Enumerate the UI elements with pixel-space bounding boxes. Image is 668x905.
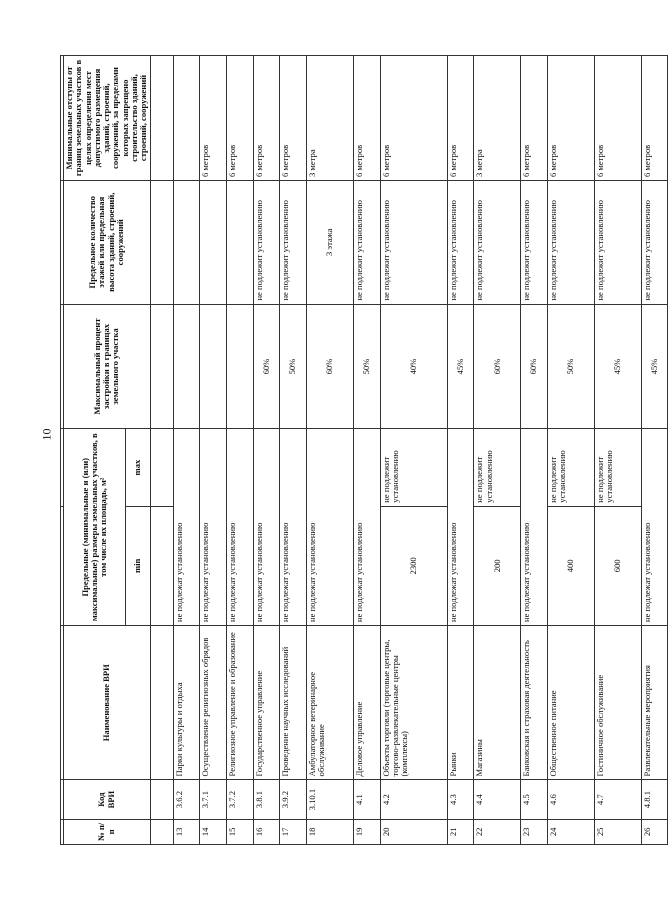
table-row: [594, 56, 641, 845]
row-floors: [173, 181, 200, 305]
row-code: 3.7.2: [226, 780, 253, 819]
row-setback: [173, 56, 200, 181]
row-size: не подлежат установлению: [173, 429, 200, 626]
row-code: 4.3: [447, 780, 474, 819]
row-percent: 50%: [280, 304, 307, 429]
header-max: max: [125, 429, 150, 506]
row-min: 2300: [380, 506, 447, 625]
header-setback: Минимальные отступы от границ земельных участков в целях определения мест допустимого размещения зданий, строений, сооружений, за пределами которых запрещено строительство зданий, строений, сооружений: [64, 56, 151, 181]
table-head: [61, 56, 151, 845]
row-size: не подлежат установлению: [353, 429, 380, 626]
row-code: 4.2: [380, 780, 447, 819]
row-percent: 45%: [594, 304, 641, 429]
row-setback: 6 метров: [380, 56, 447, 181]
row-name: Развлекательные мероприятия: [641, 626, 668, 780]
table-row: [173, 56, 200, 845]
row-floors: [200, 181, 227, 305]
row-num: 24: [547, 819, 594, 844]
row-floors: не подлежит установлению: [280, 181, 307, 305]
row-max: не подлежит установлению: [380, 429, 447, 506]
row-name: Проведение научных исследований: [280, 626, 307, 780]
table-row: [380, 56, 447, 845]
row-setback: 6 метров: [280, 56, 307, 181]
row-name: Объекты торговли (торговые центры, торгово-развлекательные центры (комплексы): [380, 626, 447, 780]
row-percent: [226, 304, 253, 429]
row-percent: 50%: [353, 304, 380, 429]
header-size-group: Предельные (минимальные и (или) максимальные) размеры земельных участков, в том числе их площадь, м²: [64, 429, 126, 626]
table-row: [447, 56, 474, 845]
row-name: Банковская и страховая деятельность: [521, 626, 548, 780]
row-floors: не подлежит установлению: [641, 181, 668, 305]
table-row: [641, 56, 668, 845]
row-percent: 60%: [521, 304, 548, 429]
row-floors: 3 этажа: [306, 181, 353, 305]
row-min: 400: [547, 506, 594, 625]
regulations-table: [60, 55, 668, 845]
row-percent: 60%: [474, 304, 521, 429]
row-num: 23: [521, 819, 548, 844]
row-size: не подлежат установлению: [200, 429, 227, 626]
row-num: 21: [447, 819, 474, 844]
row-num: 14: [200, 819, 227, 844]
row-name: Парки культуры и отдыха: [173, 626, 200, 780]
row-code: 4.5: [521, 780, 548, 819]
row-percent: 45%: [447, 304, 474, 429]
table-row-blank: [150, 56, 173, 845]
row-setback: 6 метров: [594, 56, 641, 181]
row-setback: 6 метров: [253, 56, 280, 181]
row-percent: 60%: [253, 304, 280, 429]
row-num: 18: [306, 819, 353, 844]
row-percent: 50%: [547, 304, 594, 429]
row-floors: не подлежит установлению: [353, 181, 380, 305]
row-num: 22: [474, 819, 521, 844]
row-name: Рынки: [447, 626, 474, 780]
header-min: min: [125, 506, 150, 625]
table-row: [521, 56, 548, 845]
row-floors: не подлежит установлению: [380, 181, 447, 305]
row-setback: 6 метров: [641, 56, 668, 181]
row-floors: не подлежит установлению: [253, 181, 280, 305]
row-setback: 6 метров: [353, 56, 380, 181]
table-row: [280, 56, 307, 845]
row-size: не подлежат установлению: [521, 429, 548, 626]
row-setback: 6 метров: [547, 56, 594, 181]
row-num: 26: [641, 819, 668, 844]
row-code: 3.6.2: [173, 780, 200, 819]
row-name: Амбулаторное ветеринарное обслуживание: [306, 626, 353, 780]
row-name: Общественное питание: [547, 626, 594, 780]
row-code: 3.7.1: [200, 780, 227, 819]
row-name: Религиозное управление и образование: [226, 626, 253, 780]
table-row: [226, 56, 253, 845]
row-num: 16: [253, 819, 280, 844]
row-percent: 60%: [306, 304, 353, 429]
row-max: не подлежит установлению: [474, 429, 521, 506]
table-row: [353, 56, 380, 845]
row-floors: не подлежит установлению: [547, 181, 594, 305]
row-max: не подлежит установлению: [547, 429, 594, 506]
row-name: Магазины: [474, 626, 521, 780]
row-max: не подлежит установлению: [594, 429, 641, 506]
row-min: 600: [594, 506, 641, 625]
row-num: 20: [380, 819, 447, 844]
row-code: 4.8.1: [641, 780, 668, 819]
row-floors: [226, 181, 253, 305]
row-setback: 3 метра: [306, 56, 353, 181]
row-size: не подлежат установлению: [447, 429, 474, 626]
row-size: не подлежат установлению: [280, 429, 307, 626]
table-row: [474, 56, 521, 845]
row-percent: 40%: [380, 304, 447, 429]
row-setback: 6 метров: [521, 56, 548, 181]
row-setback: 6 метров: [447, 56, 474, 181]
row-code: 3.10.1: [306, 780, 353, 819]
row-num: 15: [226, 819, 253, 844]
row-code: 4.7: [594, 780, 641, 819]
row-size: не подлежат установлению: [253, 429, 280, 626]
table-row: [253, 56, 280, 845]
row-floors: не подлежит установлению: [594, 181, 641, 305]
row-min: 200: [474, 506, 521, 625]
row-num: 13: [173, 819, 200, 844]
row-size: не подлежат установлению: [226, 429, 253, 626]
row-setback: 3 метра: [474, 56, 521, 181]
header-floors: Предельное количество этажей или предельная высота зданий, строений, сооружений: [64, 181, 151, 305]
row-floors: не подлежит установлению: [474, 181, 521, 305]
row-code: 4.1: [353, 780, 380, 819]
table-row: [200, 56, 227, 845]
table-row: [306, 56, 353, 845]
row-num: 19: [353, 819, 380, 844]
row-size: не подлежат установлению: [306, 429, 353, 626]
header-code: Код ВРИ: [64, 780, 151, 819]
row-num: 25: [594, 819, 641, 844]
row-code: 4.4: [474, 780, 521, 819]
header-num: № п/п: [64, 819, 151, 844]
row-code: 4.6: [547, 780, 594, 819]
row-size: не подлежат установлению: [641, 429, 668, 626]
row-code: 3.8.1: [253, 780, 280, 819]
row-setback: 6 метров: [226, 56, 253, 181]
row-code: 3.9.2: [280, 780, 307, 819]
row-percent: [173, 304, 200, 429]
row-name: Деловое управление: [353, 626, 380, 780]
row-setback: 6 метров: [200, 56, 227, 181]
page-number: 10: [39, 428, 54, 441]
header-build-percent: Максимальный процент застройки в границах земельного участка: [64, 304, 151, 429]
row-floors: не подлежит установлению: [447, 181, 474, 305]
row-num: 17: [280, 819, 307, 844]
row-percent: [200, 304, 227, 429]
header-name: Наименование ВРИ: [64, 626, 151, 780]
rotated-table-container: [60, 55, 659, 845]
row-percent: 45%: [641, 304, 668, 429]
table-row: [547, 56, 594, 845]
table-body: [150, 56, 668, 845]
row-name: Осуществление религиозных обрядов: [200, 626, 227, 780]
row-name: Гостиничное обслуживание: [594, 626, 641, 780]
row-floors: не подлежит установлению: [521, 181, 548, 305]
row-name: Государственное управление: [253, 626, 280, 780]
